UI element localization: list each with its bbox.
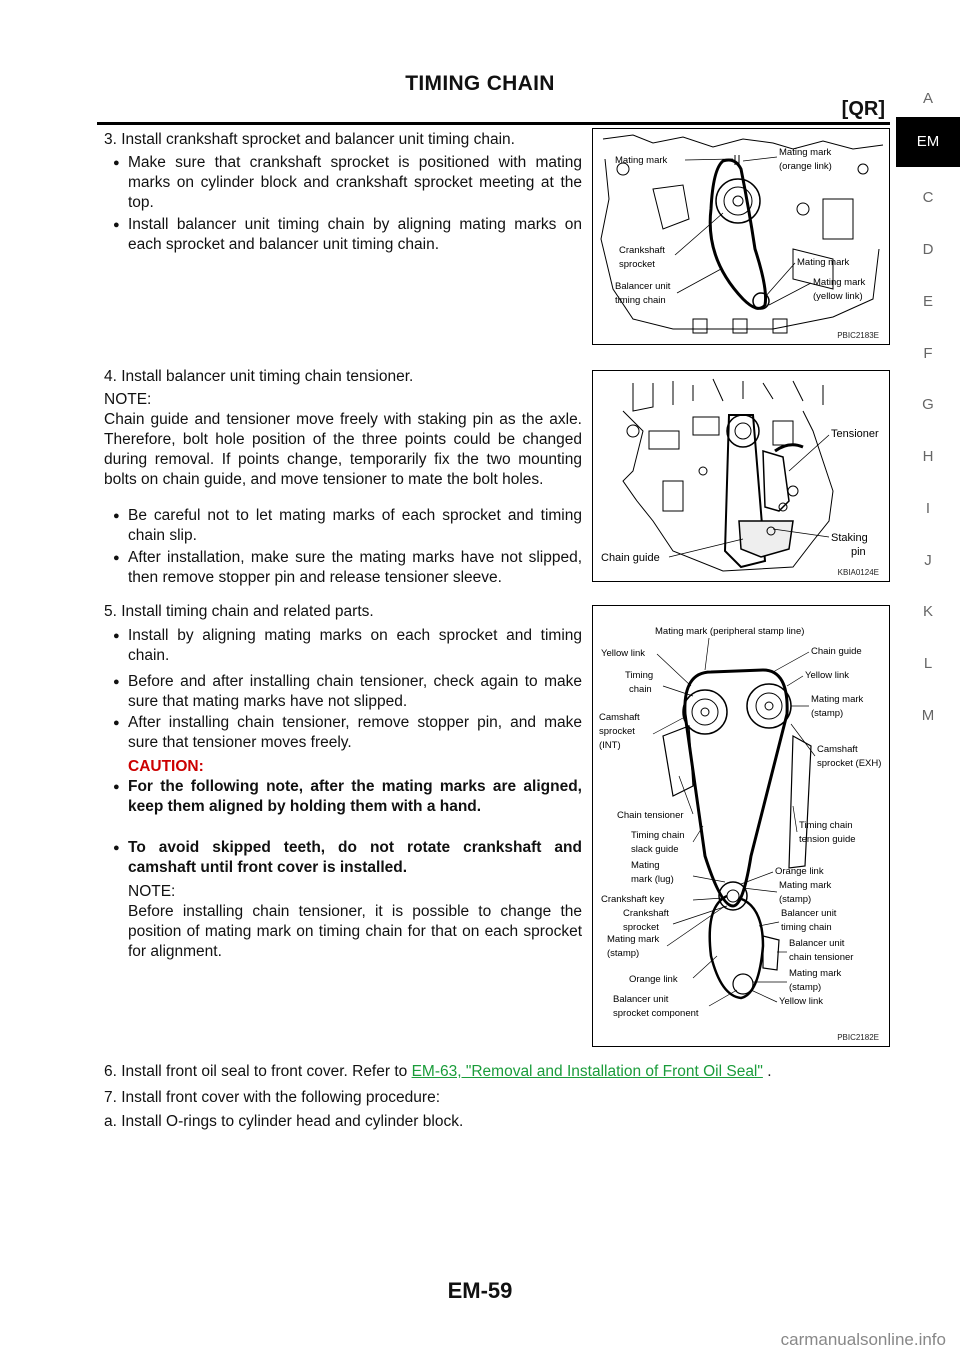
fig3-label-l21b: (stamp) — [789, 982, 822, 993]
figure-tensioner — [592, 370, 890, 582]
step-5-bullet-1: ● Install by aligning mating marks on each sprocket and timing chain. — [128, 626, 582, 666]
fig2-label-chain-guide: Chain guide — [601, 552, 660, 564]
fig3-label-l11b: tension guide — [799, 834, 856, 845]
fig3-label-l2: Yellow link — [601, 648, 646, 659]
fig3-code: PBIC2182E — [837, 1033, 879, 1042]
fig1-label-bal-1: Balancer unit — [615, 281, 671, 292]
fig3-label-l1: Mating mark (peripheral stamp line) — [655, 626, 805, 637]
step-4-bullet-2: ● After installation, make sure the mating marks have not slipped, then remove stopper pin and release tensioner sleeve. — [128, 548, 582, 588]
fig2-label-staking-2: pin — [851, 546, 866, 558]
step-5-bullet-3: ● After installing chain tensioner, remove stopper pin, and make sure that tensioner moves freely. — [128, 713, 582, 753]
figure-tensioner-drawing — [593, 371, 889, 581]
fig3-label-l13: Orange link — [775, 866, 824, 877]
step-5-caution-label: CAUTION: — [128, 758, 204, 775]
fig1-label-mating-yellow-2: (yellow link) — [813, 291, 863, 302]
figure-balancer-chain — [592, 128, 890, 345]
fig3-label-l7b: sprocket — [599, 726, 635, 737]
step-4: 4. Install balancer unit timing chain tensioner. — [104, 368, 414, 385]
step-3: 3. Install crankshaft sprocket and balancer unit timing chain. — [104, 131, 515, 148]
fig3-label-l4b: chain — [629, 684, 652, 695]
fig1-code: PBIC2183E — [837, 331, 879, 340]
fig3-label-l11a: Timing chain — [799, 820, 853, 831]
side-index-l[interactable]: L — [923, 655, 933, 672]
fig3-label-l18b: (stamp) — [607, 948, 640, 959]
fig2-label-tensioner: Tensioner — [831, 428, 879, 440]
fig2-code: KBIA0124E — [837, 568, 879, 577]
figure-timing-chain-drawing — [593, 606, 889, 1046]
fig3-label-l17b: timing chain — [781, 922, 832, 933]
fig3-label-l7a: Camshaft — [599, 712, 640, 723]
fig3-label-l17a: Balancer unit — [781, 908, 837, 919]
side-index-f[interactable]: F — [923, 345, 933, 362]
side-index-a[interactable]: A — [922, 90, 933, 107]
fig3-label-l4a: Timing — [625, 670, 654, 681]
fig1-label-mating-mark: Mating mark — [615, 155, 668, 166]
watermark: carmanualsonline.info — [780, 1330, 946, 1349]
header-divider — [97, 122, 890, 125]
figure-balancer-chain-drawing — [593, 129, 889, 344]
fig3-label-l15: Crankshaft key — [601, 894, 665, 905]
step-5-caution-2: ● To avoid skipped teeth, do not rotate crankshaft and camshaft until front cover is installed. — [128, 838, 582, 878]
step-4-note: Chain guide and tensioner move freely with staking pin as the axle. Therefore, bolt hole position of the three points could be changed during removal. If points change, temporarily fix the two mounting bolts on chain guide, and move tensioner to mate the bolt holes. — [104, 411, 582, 488]
fig3-label-l19b: chain tensioner — [789, 952, 854, 963]
side-index-d[interactable]: D — [922, 241, 934, 258]
fig3-label-l8b: sprocket (EXH) — [817, 758, 882, 769]
fig3-label-l3: Chain guide — [811, 646, 862, 657]
side-index-g[interactable]: G — [922, 396, 934, 413]
step-7: 7. Install front cover with the following procedure: — [104, 1089, 441, 1106]
fig1-label-mating-orange-2: (orange link) — [779, 161, 832, 172]
fig3-label-l14a: Mating mark — [779, 880, 832, 891]
fig3-label-l6b: (stamp) — [811, 708, 844, 719]
page-number: EM-59 — [447, 1278, 513, 1303]
step-6-text: 6. Install front oil seal to front cover. Refer to — [104, 1063, 408, 1080]
fig1-label-mating-mark-2: Mating mark — [797, 257, 850, 268]
step-5-note-label: NOTE: — [128, 883, 176, 900]
step-5-bullet-2: ● Before and after installing chain tensioner, check again to make sure that mating marks have not slipped. — [128, 672, 582, 712]
fig3-label-l7c: (INT) — [599, 740, 621, 751]
fig3-label-l10a: Timing chain — [631, 830, 685, 841]
fig3-label-l20: Orange link — [629, 974, 678, 985]
fig1-label-bal-2: timing chain — [615, 295, 666, 306]
fig3-label-l10b: slack guide — [631, 844, 679, 855]
fig1-label-crank-2: sprocket — [619, 259, 655, 270]
step-5: 5. Install timing chain and related parts. — [104, 603, 374, 620]
side-index-e[interactable]: E — [922, 293, 933, 310]
fig1-label-crank-1: Crankshaft — [619, 245, 665, 256]
fig3-label-l12a: Mating — [631, 860, 660, 871]
side-index-c[interactable]: C — [922, 189, 934, 206]
figure-timing-chain — [592, 605, 890, 1047]
fig3-label-l18a: Mating mark — [607, 934, 660, 945]
fig3-label-l22b: sprocket component — [613, 1008, 699, 1019]
fig3-label-l16b: sprocket — [623, 922, 659, 933]
step-6-suffix: . — [767, 1063, 772, 1080]
fig3-label-l21a: Mating mark — [789, 968, 842, 979]
fig3-label-l22a: Balancer unit — [613, 994, 669, 1005]
step-7a: a. Install O-rings to cylinder head and cylinder block. — [104, 1113, 464, 1130]
fig3-label-l6a: Mating mark — [811, 694, 864, 705]
side-index-k[interactable]: K — [922, 603, 933, 620]
fig3-label-l5: Yellow link — [805, 670, 850, 681]
front-oil-seal-link[interactable]: EM-63, "Removal and Installation of Front Oil Seal" — [411, 1063, 763, 1080]
side-index-j[interactable]: J — [924, 552, 932, 569]
fig3-label-l12b: mark (lug) — [631, 874, 674, 885]
step-5-caution-1: ● For the following note, after the mating marks are aligned, keep them aligned by holding them with a hand. — [128, 777, 582, 817]
side-index-h[interactable]: H — [922, 448, 934, 465]
fig1-label-mating-orange-1: Mating mark — [779, 147, 832, 158]
step-3-bullet-1: ● Make sure that crankshaft sprocket is positioned with mating marks on cylinder block and crankshaft sprocket meeting at the top. — [128, 153, 582, 213]
fig3-label-l14b: (stamp) — [779, 894, 812, 905]
fig3-label-l23: Yellow link — [779, 996, 824, 1007]
side-index-m[interactable]: M — [921, 707, 935, 724]
step-3-bullet-2: ● Install balancer unit timing chain by aligning mating marks on each sprocket and balancer unit timing chain. — [128, 215, 582, 255]
fig1-label-mating-yellow-1: Mating mark — [813, 277, 866, 288]
step-5-note: Before installing chain tensioner, it is possible to change the position of mating mark on timing chain for that on each sprocket for alignment. — [128, 903, 582, 960]
page-title: TIMING CHAIN — [405, 72, 555, 95]
fig3-label-l8a: Camshaft — [817, 744, 858, 755]
step-6 — [104, 1062, 864, 1082]
side-index-i[interactable]: I — [925, 500, 931, 517]
section-code: [QR] — [841, 98, 885, 120]
step-4-note-label: NOTE: — [104, 391, 152, 408]
side-index-em[interactable]: EM — [896, 117, 960, 167]
fig3-label-l16a: Crankshaft — [623, 908, 669, 919]
fig3-label-l19a: Balancer unit — [789, 938, 845, 949]
fig3-label-l9: Chain tensioner — [617, 810, 684, 821]
fig2-label-staking-1: Staking — [831, 532, 868, 544]
step-4-bullet-1: ● Be careful not to let mating marks of each sprocket and timing chain slip. — [128, 506, 582, 546]
